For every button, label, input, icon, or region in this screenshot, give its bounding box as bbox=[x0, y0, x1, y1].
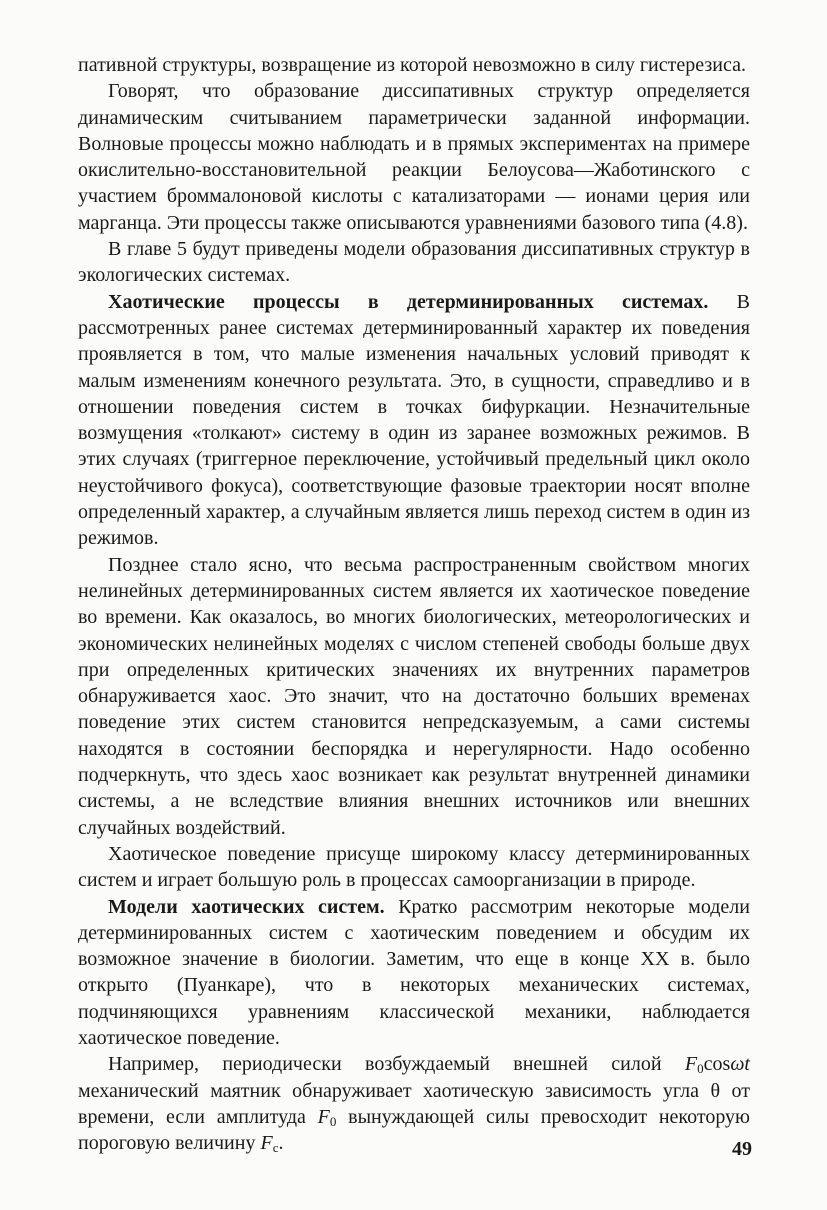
text-run: вынуждающей силы превосходит некоторую пороговую величину bbox=[78, 1105, 750, 1155]
page-number: 49 bbox=[732, 1138, 752, 1160]
math-function: cos bbox=[703, 1053, 731, 1076]
math-subscript: 0 bbox=[697, 1061, 704, 1077]
math-symbol: F bbox=[684, 1053, 698, 1076]
math-symbol: F bbox=[260, 1132, 273, 1155]
paragraph-5 bbox=[78, 552, 750, 841]
text-run: . bbox=[278, 1132, 284, 1155]
text-run: Позднее стало ясно, что весьма распространенным свойством многих нелинейных детерминированных систем является их хаотическое поведение во времени. Как оказалось, во многих биологических, метеорологических и экономических нелинейных моделях с числом степеней свободы больше двух при определенных критических значениях их внутренних параметров обнаруживается хаос. Это значит, что на достаточно больших временах поведение этих систем становится непредсказуемым, а сами системы находятся в состоянии беспорядка и нерегулярности. Надо особенно подчеркнуть, что здесь хаос возникает как результат внутренней динамики системы, а не вследствие влияния внешних источников или внешних случайных воздействий. bbox=[78, 553, 750, 839]
body-text bbox=[78, 52, 750, 1156]
math-symbol: F bbox=[317, 1105, 330, 1128]
text-run: Например, периодически возбуждаемый внешней силой bbox=[108, 1053, 685, 1076]
text-run: В главе 5 будут приведены модели образования диссипативных структур в экологических системах. bbox=[78, 238, 750, 287]
math-symbol: ωt bbox=[730, 1053, 750, 1076]
text-run: Кратко рассмотрим некоторые модели детерминированных систем с хаотическим поведением и обсудим их возможное значение в биологии. Заметим, что еще в конце XX в. было открыто (Пуанкаре), что в некоторых механических системах, подчиняющихся уравнениям классической механики, наблюдается хаотическое поведение. bbox=[78, 895, 750, 1049]
text-run: пативной структуры, возвращение из которой невозможно в силу гистерезиса. bbox=[78, 54, 746, 76]
text-run: Хаотическое поведение присуще широкому классу детерминированных систем и играет большую роль в процессах самоорганизации в природе. bbox=[78, 842, 750, 892]
text-run: механический маятник обнаруживает хаотическую зависимость угла θ от времени, если амплитуда bbox=[78, 1079, 750, 1128]
paragraph-7 bbox=[78, 894, 750, 1052]
paragraph-1 bbox=[78, 52, 750, 78]
section-heading: Модели хаотических систем. bbox=[108, 895, 385, 918]
paragraph-4 bbox=[78, 289, 750, 552]
paragraph-2 bbox=[78, 78, 750, 236]
math-subscript: c bbox=[272, 1140, 279, 1156]
paragraph-6 bbox=[78, 841, 750, 894]
paragraph-8 bbox=[78, 1051, 750, 1156]
section-heading: Хаотические процессы в детерминированных системах. bbox=[108, 290, 709, 313]
paragraph-3 bbox=[78, 236, 750, 289]
math-subscript: 0 bbox=[329, 1113, 337, 1129]
text-run: Говорят, что образование диссипативных структур определяется динамическим считыванием параметрически заданной информации. Волновые процессы можно наблюдать и в прямых экспериментах на примере окислительно-восстановительной реакции Белоусова—Жаботинского с участием броммалоновой кислоты с катализаторами — ионами церия или марганца. Эти процессы также описываются уравнениями базового типа (4.8). bbox=[78, 80, 750, 234]
text-run: В рассмотренных ранее системах детерминированный характер их поведения проявляется в том, что малые изменения начальных условий приводят к малым изменениям конечного результата. Это, в сущности, справедливо и в отношении поведения систем в точках бифуркации. Незначительные возмущения «толкают» систему в один из заранее возможных режимов. В этих случаях (триггерное переключение, устойчивый предельный цикл около неустойчивого фокуса), соответствующие фазовые траектории носят вполне определенный характер, а случайным является лишь переход систем в один из режимов. bbox=[78, 290, 751, 550]
